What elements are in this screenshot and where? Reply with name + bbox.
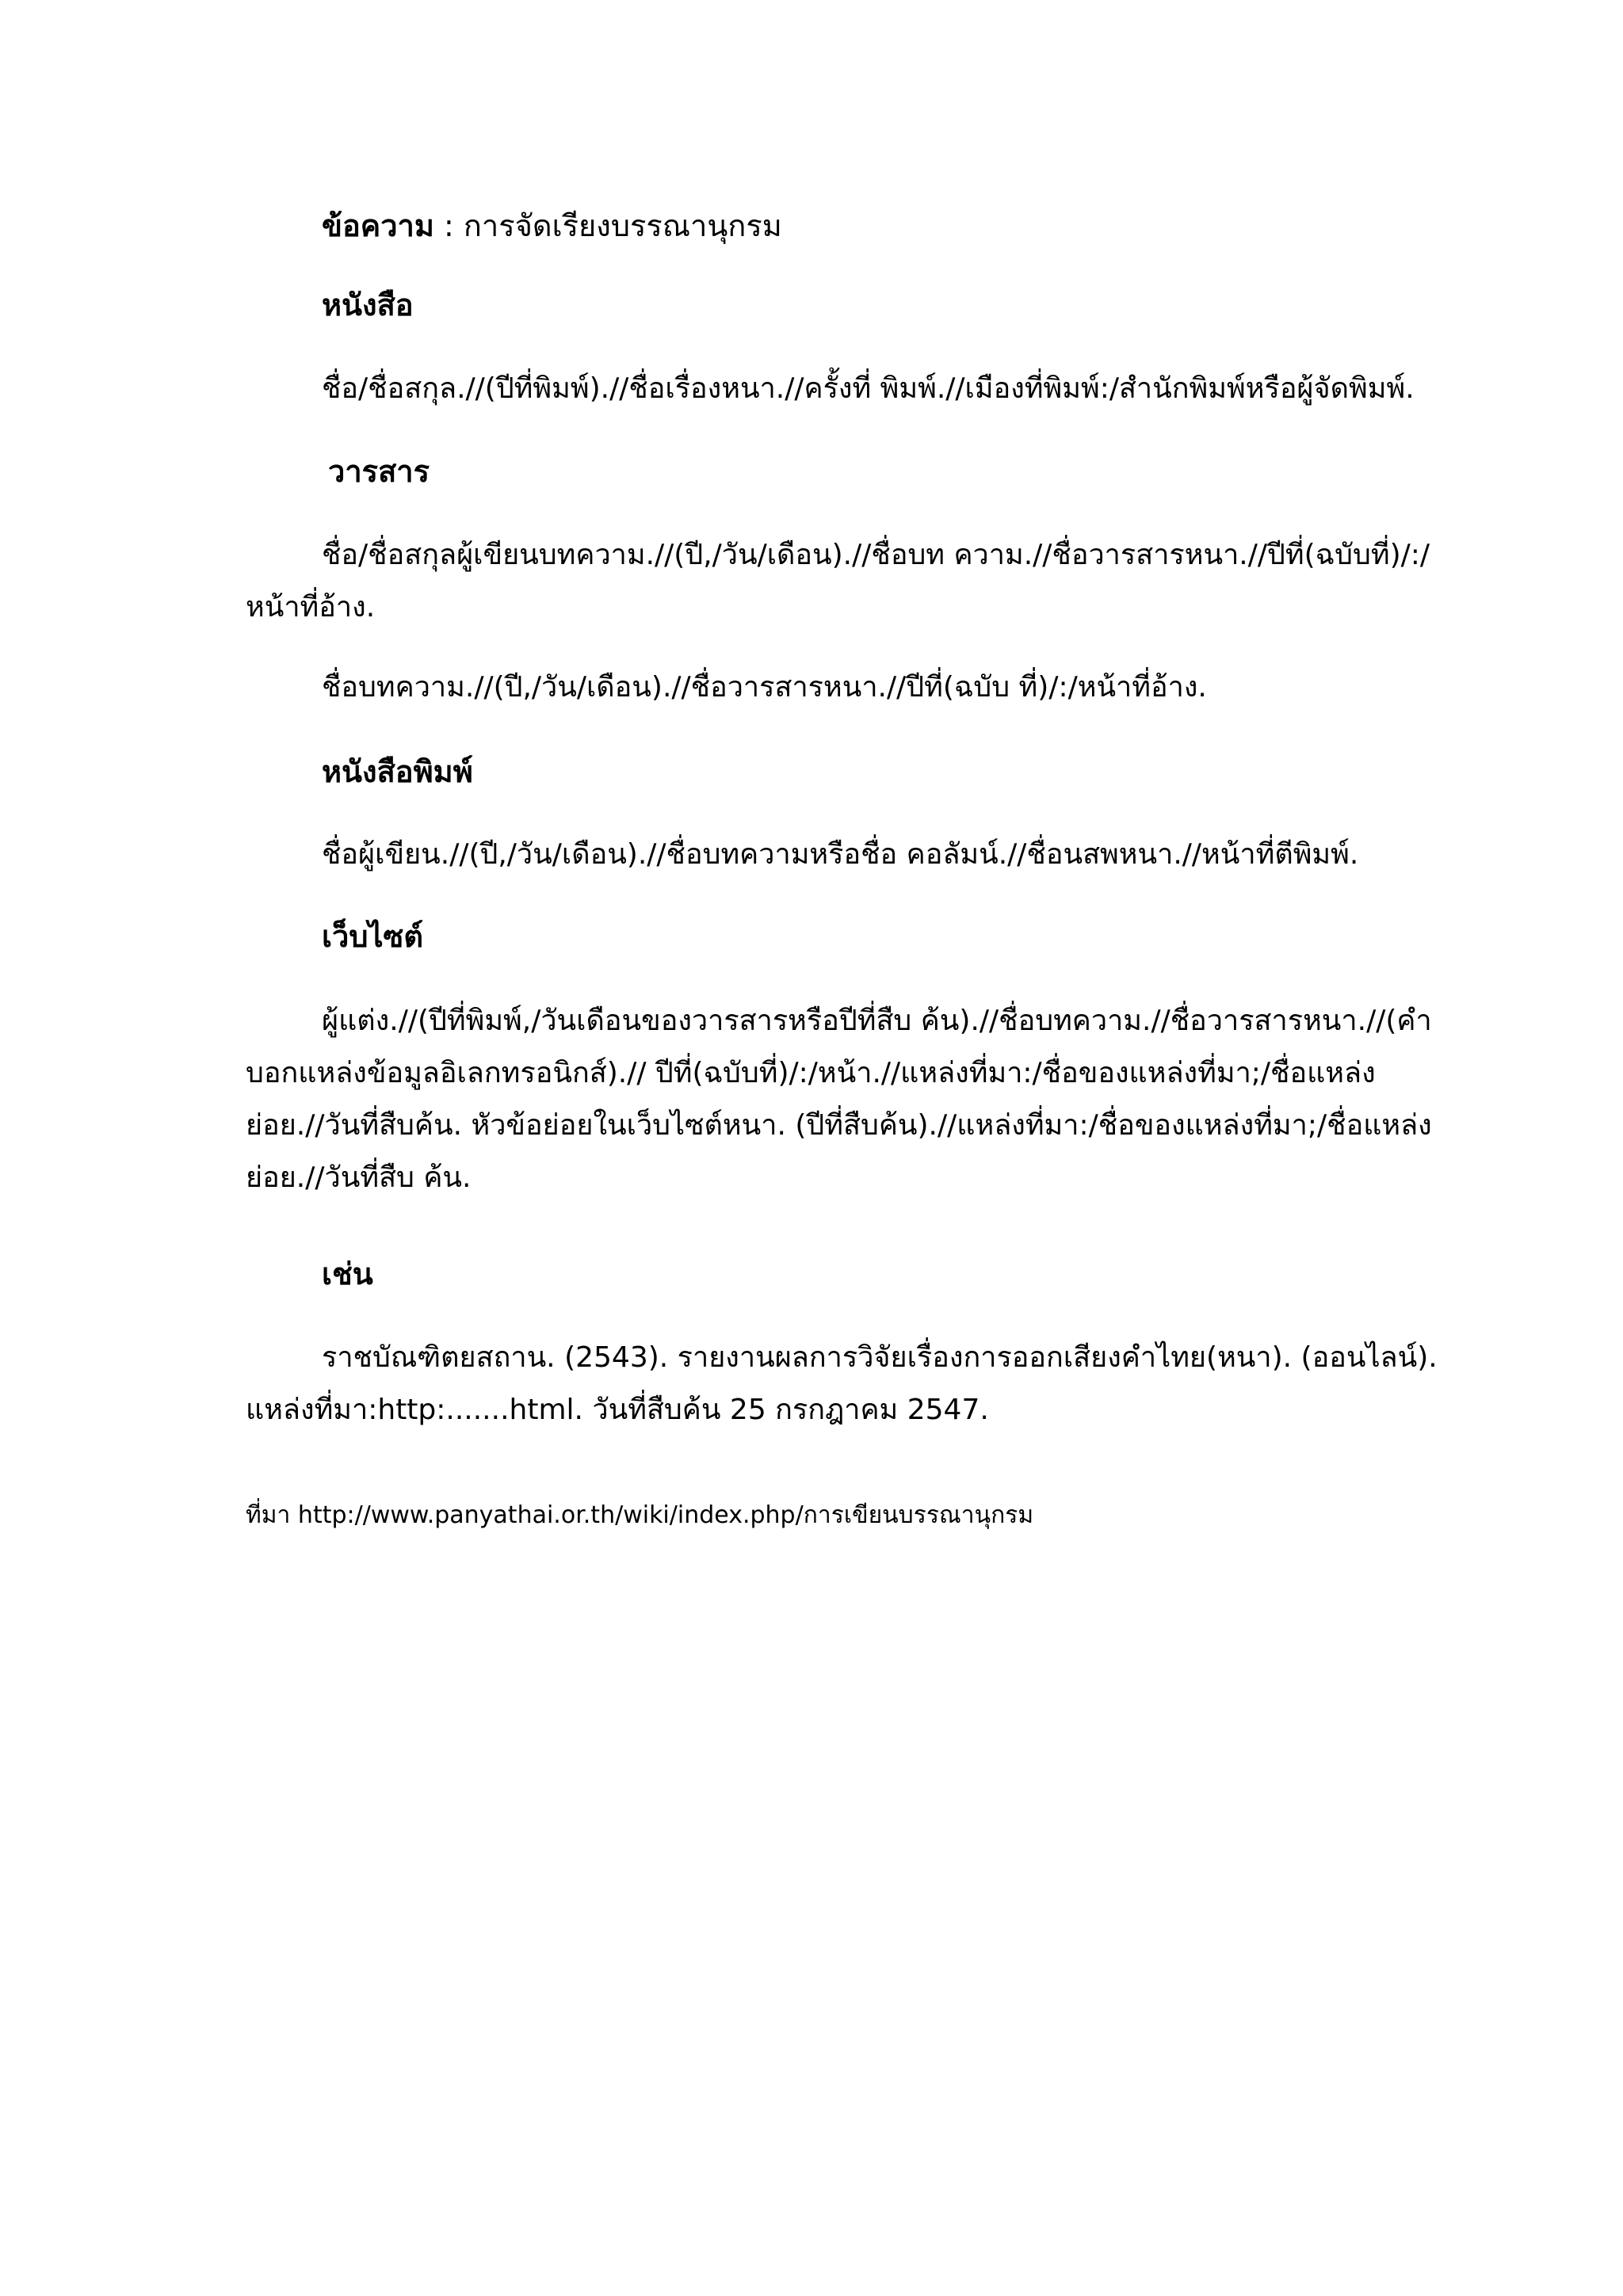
heading-journal: วารสาร (328, 454, 430, 489)
example-citation (246, 1332, 1438, 1436)
website-format-line-3: ย่อย.//วันที่สืบค้น. หัวข้อย่อยในเว็บไซต์หนา. (ปีที่สืบค้น).//แหล่งที่มา:/ชื่อของแหล่งที่มา;/ชื่อแหล่ง (246, 1109, 1432, 1142)
newspaper-format-line: ชื่อผู้เขียน.//(ปี,/วัน/เดือน).//ชื่อบทความหรือชื่อ คอลัมน์.//ชื่อนสพหนา.//หน้าที่ตีพิมพ์. (322, 838, 1359, 871)
intro-line (322, 202, 782, 250)
website-format-line-4: ย่อย.//วันที่สืบ ค้น. (246, 1161, 472, 1194)
intro-label: ข้อความ (322, 208, 434, 243)
example-citation-line-2: แหล่งที่มา:http:.......html. วันที่สืบค้น 25 กรกฎาคม 2547. (246, 1394, 989, 1426)
book-format-line: ชื่อ/ชื่อสกุล.//(ปีที่พิมพ์).//ชื่อเรื่องหนา.//ครั้งที่ พิมพ์.//เมืองที่พิมพ์:/สำนักพิมพ์หรือผู้จัดพิมพ์. (322, 372, 1415, 405)
journal-format-1-line-1: ชื่อ/ชื่อสกุลผู้เขียนบทความ.//(ปี,/วัน/เดือน).//ชื่อบท ความ.//ชื่อวารสารหนา.//ปีที่(ฉบับที่)/:/ (322, 539, 1430, 571)
source-footer: ที่มา http://www.panyathai.or.th/wiki/index.php/การเขียนบรรณานุกรม (246, 1501, 1034, 1529)
example-citation-line-1: ราชบัณฑิตยสถาน. (2543). รายงานผลการวิจัยเรื่องการออกเสียงคำไทย(หนา). (ออนไลน์). (322, 1341, 1438, 1374)
website-format-line-2: บอกแหล่งข้อมูลอิเลกทรอนิกส์).// ปีที่(ฉบับที่)/:/หน้า.//แหล่งที่มา:/ชื่อของแหล่งที่มา;/ชื่อแหล่ง (246, 1057, 1376, 1089)
intro-text: : การจัดเรียงบรรณานุกรม (433, 208, 782, 243)
heading-website: เว็บไซต์ (322, 919, 424, 954)
heading-book: หนังสือ (322, 288, 414, 322)
journal-format-2 (246, 662, 1419, 714)
newspaper-format (246, 829, 1419, 881)
heading-newspaper: หนังสือพิมพ์ (322, 754, 473, 789)
book-format (246, 363, 1419, 415)
journal-format-2-line: ชื่อบทความ.//(ปี,/วัน/เดือน).//ชื่อวารสารหนา.//ปีที่(ฉบับ ที่)/:/หน้าที่อ้าง. (322, 671, 1207, 704)
heading-example: เช่น (322, 1257, 373, 1291)
journal-format-1-line-2: หน้าที่อ้าง. (246, 591, 376, 624)
website-format-line-1: ผู้แต่ง.//(ปีที่พิมพ์,/วันเดือนของวารสารหรือปีที่สืบ ค้น).//ชื่อบทความ.//ชื่อวารสารหนา.//(คำ (322, 1005, 1432, 1037)
website-format (246, 995, 1432, 1204)
journal-format-1 (246, 529, 1430, 634)
